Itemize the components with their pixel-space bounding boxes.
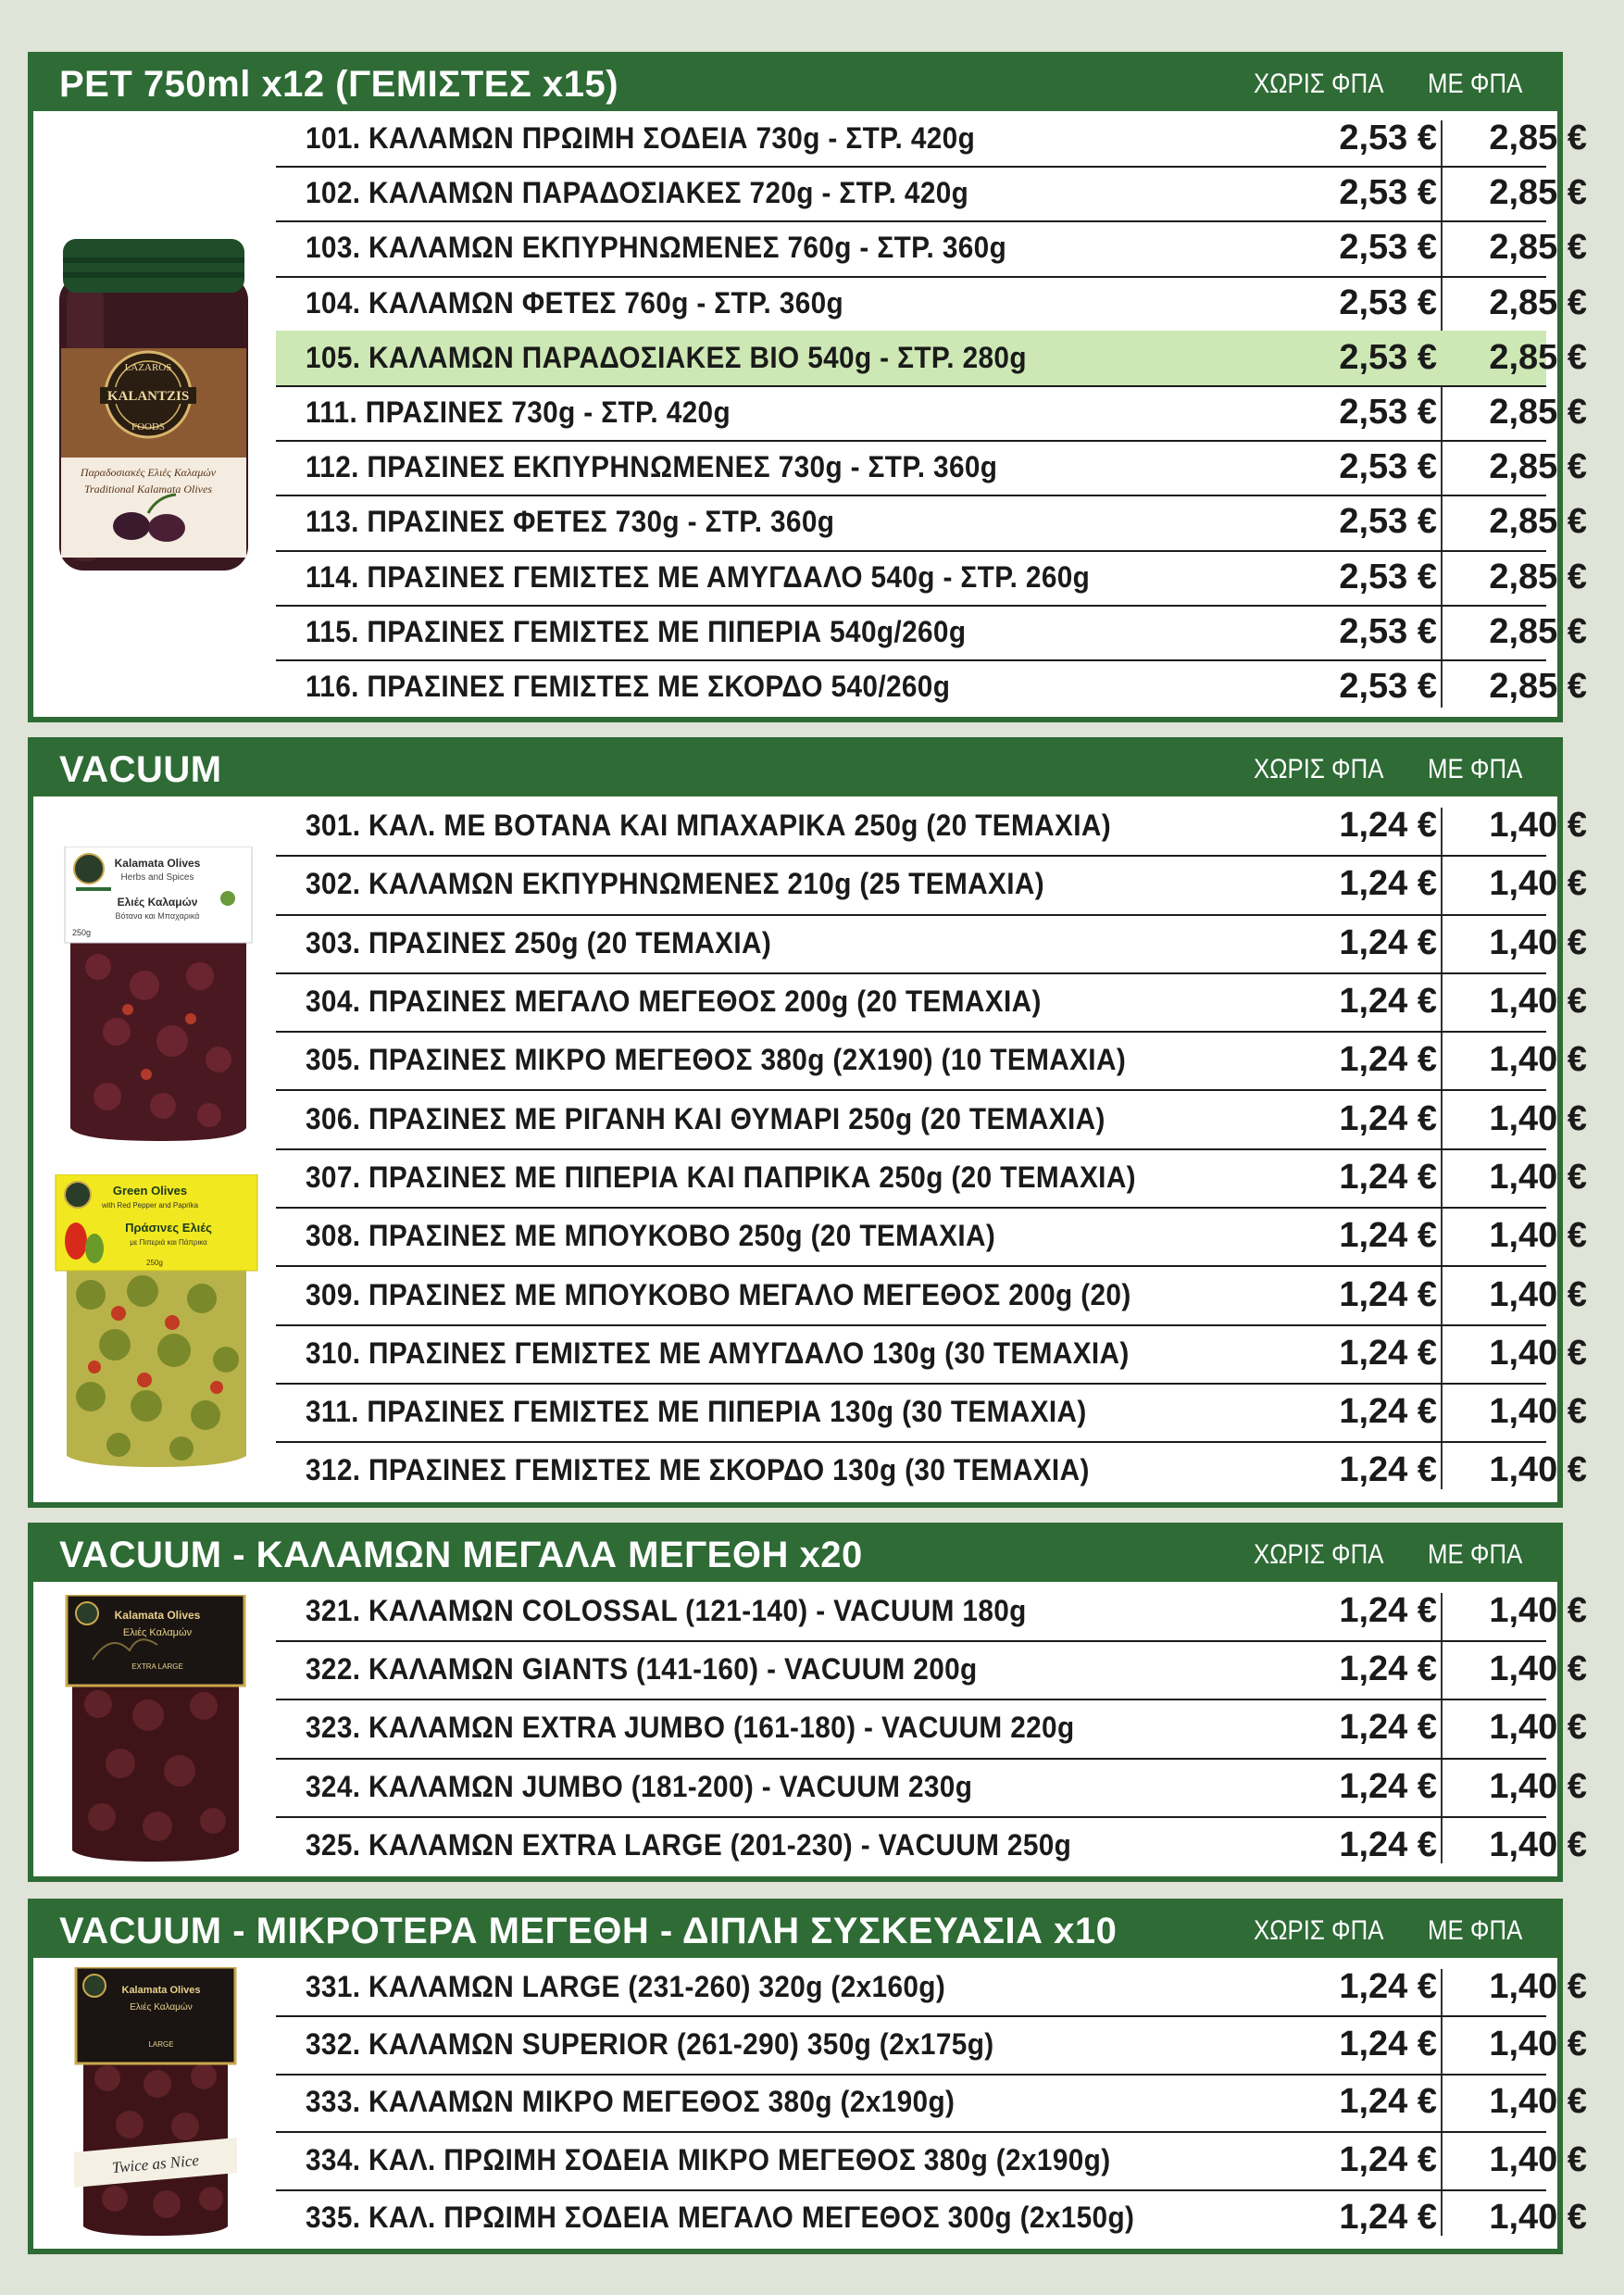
price-without-vat: 1,24 € xyxy=(1339,1157,1437,1197)
price-with-vat: 1,40 € xyxy=(1489,1766,1587,1806)
bag-green-greek-sub: με Πιπεριά και Πάπρικα xyxy=(130,1238,207,1247)
price-table xyxy=(276,1958,1587,2247)
price-without-vat: 1,24 € xyxy=(1339,1591,1437,1631)
price-row xyxy=(276,276,1587,332)
price-without-vat: 1,24 € xyxy=(1339,982,1437,1022)
price-without-vat: 2,53 € xyxy=(1339,173,1437,213)
price-without-vat: 2,53 € xyxy=(1339,611,1437,651)
price-with-vat: 1,40 € xyxy=(1489,1274,1587,1314)
bag-double-size: LARGE xyxy=(148,2040,174,2049)
price-row xyxy=(276,855,1587,915)
bag-green-subtitle: with Red Pepper and Paprika xyxy=(101,1201,199,1210)
price-without-vat: 2,53 € xyxy=(1339,119,1437,158)
column-header-with-vat: ΜΕ ΦΠΑ xyxy=(1428,1915,1523,1946)
price-without-vat: 1,24 € xyxy=(1339,2139,1437,2179)
price-row xyxy=(276,659,1587,714)
price-row xyxy=(276,111,1587,168)
double-olive-bag-image xyxy=(74,1967,237,2239)
product-description: 321. ΚΑΛΑΜΩΝ COLOSSAL (121-140) - VACUUM 180g xyxy=(306,1594,1027,1628)
product-description: 312. ΠΡΑΣΙΝΕΣ ΓΕΜΙΣΤΕΣ ΜΕ ΣΚΟΡΔΟ 130g (30 ΤΕΜΑΧΙΑ) xyxy=(306,1453,1090,1487)
price-without-vat: 1,24 € xyxy=(1339,1649,1437,1689)
price-with-vat: 1,40 € xyxy=(1489,806,1587,846)
column-header-without-vat: ΧΩΡΙΣ ΦΠΑ xyxy=(1254,754,1384,784)
price-row xyxy=(276,605,1587,661)
section-vacuum xyxy=(28,737,1587,1508)
price-row xyxy=(276,166,1587,222)
product-description: 308. ΠΡΑΣΙΝΕΣ ΜΕ ΜΠΟΥΚΟΒΟ 250g (20 ΤΕΜΑΧΙΑ) xyxy=(306,1219,996,1253)
price-with-vat: 1,40 € xyxy=(1489,1157,1587,1197)
olive-jar-image xyxy=(56,239,252,583)
price-without-vat: 1,24 € xyxy=(1339,922,1437,962)
price-without-vat: 1,24 € xyxy=(1339,1333,1437,1373)
section-title: VACUUM xyxy=(59,749,222,790)
section-title: VACUUM - ΜΙΚΡΟΤΕΡΑ ΜΕΓΕΘΗ - ΔΙΠΛΗ ΣΥΣΚΕΥΑΣΙΑ x10 xyxy=(59,1911,1118,1951)
bag-herbs-greek-sub: Βότανα και Μπαχαρικά xyxy=(115,911,200,921)
price-without-vat: 1,24 € xyxy=(1339,1274,1437,1314)
price-row xyxy=(276,1265,1587,1325)
product-description: 325. ΚΑΛΑΜΩΝ EXTRA LARGE (201-230) - VACUUM 250g xyxy=(306,1827,1072,1862)
price-without-vat: 2,53 € xyxy=(1339,667,1437,707)
price-without-vat: 1,24 € xyxy=(1339,2198,1437,2238)
price-row xyxy=(276,1207,1587,1267)
section-header xyxy=(33,743,1557,796)
price-with-vat: 2,85 € xyxy=(1489,447,1587,487)
price-row xyxy=(276,1640,1587,1700)
price-with-vat: 2,85 € xyxy=(1489,557,1587,596)
price-row xyxy=(276,550,1587,607)
bag-double-ribbon: Twice as Nice xyxy=(111,2151,200,2177)
bag-herbs-greek: Ελιές Καλαμών xyxy=(117,896,198,909)
product-description: 302. ΚΑΛΑΜΩΝ ΕΚΠΥΡΗΝΩΜΕΝΕΣ 210g (25 ΤΕΜΑΧΙΑ) xyxy=(306,867,1044,901)
section-pet xyxy=(28,52,1587,722)
price-row xyxy=(276,1031,1587,1091)
product-description: 114. ΠΡΑΣΙΝΕΣ ΓΕΜΙΣΤΕΣ ΜΕ ΑΜΥΓΔΑΛΟ 540g - ΣΤΡ. 260g xyxy=(306,559,1091,594)
product-description: 331. ΚΑΛΑΜΩΝ LARGE (231-260) 320g (2x160g) xyxy=(306,1969,946,2003)
product-description: 101. ΚΑΛΑΜΩΝ ΠΡΩΙΜΗ ΣΟΔΕΙΑ 730g - ΣΤΡ. 420g xyxy=(306,121,976,156)
section-vacuum-large xyxy=(28,1523,1587,1882)
column-header-without-vat: ΧΩΡΙΣ ΦΠΑ xyxy=(1254,69,1384,99)
bag-double-title: Kalamata Olives xyxy=(121,1985,201,1996)
price-table xyxy=(276,1582,1587,1875)
price-row xyxy=(276,440,1587,496)
price-with-vat: 2,85 € xyxy=(1489,611,1587,651)
herbs-olive-bag-image xyxy=(61,847,256,1143)
price-with-vat: 1,40 € xyxy=(1489,1333,1587,1373)
section-title: VACUUM - ΚΑΛΑΜΩΝ ΜΕΓΑΛΑ ΜΕΓΕΘΗ x20 xyxy=(59,1535,863,1575)
price-with-vat: 2,85 € xyxy=(1489,228,1587,268)
bag-green-title: Green Olives xyxy=(112,1184,188,1198)
price-with-vat: 1,40 € xyxy=(1489,1392,1587,1432)
product-description: 323. ΚΑΛΑΜΩΝ EXTRA JUMBO (161-180) - VACUUM 220g xyxy=(306,1711,1075,1745)
section-vacuum-double xyxy=(28,1899,1587,2254)
price-row xyxy=(276,1148,1587,1209)
price-without-vat: 1,24 € xyxy=(1339,1098,1437,1138)
product-description: 301. ΚΑΛ. ΜΕ ΒΟΤΑΝΑ ΚΑΙ ΜΠΑΧΑΡΙΚΑ 250g (20 ΤΕΜΑΧΙΑ) xyxy=(306,809,1112,843)
price-row xyxy=(276,1324,1587,1385)
price-without-vat: 2,53 € xyxy=(1339,393,1437,433)
product-description: 116. ΠΡΑΣΙΝΕΣ ΓΕΜΙΣΤΕΣ ΜΕ ΣΚΟΡΔΟ 540/260g xyxy=(306,670,951,704)
price-without-vat: 2,53 € xyxy=(1339,557,1437,596)
price-without-vat: 1,24 € xyxy=(1339,1825,1437,1864)
column-header-with-vat: ΜΕ ΦΠΑ xyxy=(1428,754,1523,784)
price-with-vat: 1,40 € xyxy=(1489,1649,1587,1689)
product-description: 305. ΠΡΑΣΙΝΕΣ ΜΙΚΡΟ ΜΕΓΕΘΟΣ 380g (2Χ190) (10 ΤΕΜΑΧΙΑ) xyxy=(306,1043,1127,1077)
price-with-vat: 1,40 € xyxy=(1489,1098,1587,1138)
price-row xyxy=(276,796,1587,857)
product-description: 324. ΚΑΛΑΜΩΝ JUMBO (181-200) - VACUUM 230g xyxy=(306,1769,973,1803)
section-header xyxy=(33,1904,1557,1958)
price-with-vat: 1,40 € xyxy=(1489,1216,1587,1256)
price-row xyxy=(276,1582,1587,1642)
price-without-vat: 1,24 € xyxy=(1339,2025,1437,2064)
product-description: 332. ΚΑΛΑΜΩΝ SUPERIOR (261-290) 350g (2x175g) xyxy=(306,2027,994,2062)
price-without-vat: 1,24 € xyxy=(1339,1392,1437,1432)
product-description: 310. ΠΡΑΣΙΝΕΣ ΓΕΜΙΣΤΕΣ ΜΕ ΑΜΥΓΔΑΛΟ 130g (30 ΤΕΜΑΧΙΑ) xyxy=(306,1336,1130,1370)
price-without-vat: 2,53 € xyxy=(1339,337,1437,377)
bag-large-greek: Ελιές Καλαμών xyxy=(122,1627,193,1638)
product-description: 111. ΠΡΑΣΙΝΕΣ 730g - ΣΤΡ. 420g xyxy=(306,395,731,430)
column-header-without-vat: ΧΩΡΙΣ ΦΠΑ xyxy=(1254,1539,1384,1570)
price-row xyxy=(276,2131,1587,2190)
product-description: 105. ΚΑΛΑΜΩΝ ΠΑΡΑΔΟΣΙΑΚΕΣ ΒΙΟ 540g - ΣΤΡ. 280g xyxy=(306,340,1027,374)
price-without-vat: 1,24 € xyxy=(1339,1766,1437,1806)
column-header-with-vat: ΜΕ ΦΠΑ xyxy=(1428,1539,1523,1570)
price-row xyxy=(276,1816,1587,1875)
price-row xyxy=(276,2074,1587,2133)
bag-herbs-weight: 250g xyxy=(72,928,92,937)
bag-herbs-title: Kalamata Olives xyxy=(114,857,201,870)
price-with-vat: 2,85 € xyxy=(1489,667,1587,707)
price-with-vat: 2,85 € xyxy=(1489,119,1587,158)
jar-label-english: Traditional Kalamata Olives xyxy=(83,483,213,495)
price-with-vat: 2,85 € xyxy=(1489,337,1587,377)
price-with-vat: 1,40 € xyxy=(1489,1708,1587,1748)
product-description: 309. ΠΡΑΣΙΝΕΣ ΜΕ ΜΠΟΥΚΟΒΟ ΜΕΓΑΛΟ ΜΕΓΕΘΟΣ 200g (20) xyxy=(306,1277,1131,1311)
price-without-vat: 2,53 € xyxy=(1339,502,1437,542)
bag-large-size: EXTRA LARGE xyxy=(131,1662,183,1671)
price-with-vat: 2,85 € xyxy=(1489,502,1587,542)
price-row xyxy=(276,972,1587,1033)
column-header-without-vat: ΧΩΡΙΣ ΦΠΑ xyxy=(1254,1915,1384,1946)
product-description: 333. ΚΑΛΑΜΩΝ ΜΙΚΡΟ ΜΕΓΕΘΟΣ 380g (2x190g) xyxy=(306,2085,956,2119)
price-row xyxy=(276,2189,1587,2247)
price-row xyxy=(276,495,1587,551)
bag-herbs-subtitle: Herbs and Spices xyxy=(120,872,194,883)
price-without-vat: 1,24 € xyxy=(1339,864,1437,904)
price-without-vat: 2,53 € xyxy=(1339,282,1437,322)
large-olive-bag-image xyxy=(65,1595,246,1863)
price-without-vat: 1,24 € xyxy=(1339,1966,1437,2006)
product-description: 102. ΚΑΛΑΜΩΝ ΠΑΡΑΔΟΣΙΑΚΕΣ 720g - ΣΤΡ. 420g xyxy=(306,176,969,210)
product-description: 112. ΠΡΑΣΙΝΕΣ ΕΚΠΥΡΗΝΩΜΕΝΕΣ 730g - ΣΤΡ. 360g xyxy=(306,450,998,484)
product-description: 335. ΚΑΛ. ΠΡΩΙΜΗ ΣΟΔΕΙΑ ΜΕΓΑΛΟ ΜΕΓΕΘΟΣ 300g (2x150g) xyxy=(306,2201,1135,2235)
bag-double-greek: Ελιές Καλαμών xyxy=(130,2002,193,2013)
price-without-vat: 1,24 € xyxy=(1339,1040,1437,1080)
bag-green-weight: 250g xyxy=(146,1259,163,1267)
product-description: 104. ΚΑΛΑΜΩΝ ΦΕΤΕΣ 760g - ΣΤΡ. 360g xyxy=(306,285,844,320)
bag-large-title: Kalamata Olives xyxy=(114,1609,201,1622)
price-table xyxy=(276,796,1587,1500)
jar-brand-bottom: FOODS xyxy=(131,421,166,433)
product-description: 113. ΠΡΑΣΙΝΕΣ ΦΕΤΕΣ 730g - ΣΤΡ. 360g xyxy=(306,505,835,539)
price-row xyxy=(276,914,1587,974)
green-olive-bag-image xyxy=(54,1174,259,1469)
price-with-vat: 1,40 € xyxy=(1489,1040,1587,1080)
product-description: 307. ΠΡΑΣΙΝΕΣ ΜΕ ΠΙΠΕΡΙΑ ΚΑΙ ΠΑΠΡΙΚΑ 250g (20 ΤΕΜΑΧΙΑ) xyxy=(306,1160,1136,1194)
price-with-vat: 1,40 € xyxy=(1489,1825,1587,1864)
price-row xyxy=(276,1758,1587,1818)
section-title: PET 750ml x12 (ΓΕΜΙΣΤΕΣ x15) xyxy=(59,64,619,105)
price-with-vat: 1,40 € xyxy=(1489,922,1587,962)
product-description: 322. ΚΑΛΑΜΩΝ GIANTS (141-160) - VACUUM 200g xyxy=(306,1652,978,1687)
product-description: 303. ΠΡΑΣΙΝΕΣ 250g (20 ΤΕΜΑΧΙΑ) xyxy=(306,925,772,959)
price-without-vat: 1,24 € xyxy=(1339,1216,1437,1256)
product-description: 306. ΠΡΑΣΙΝΕΣ ΜΕ ΡΙΓΑΝΗ ΚΑΙ ΘΥΜΑΡΙ 250g (20 ΤΕΜΑΧΙΑ) xyxy=(306,1101,1106,1135)
price-with-vat: 1,40 € xyxy=(1489,864,1587,904)
price-with-vat: 2,85 € xyxy=(1489,282,1587,322)
price-without-vat: 1,24 € xyxy=(1339,2082,1437,2122)
price-row xyxy=(276,1958,1587,2017)
price-row xyxy=(276,1699,1587,1759)
price-row xyxy=(276,1383,1587,1443)
product-description: 304. ΠΡΑΣΙΝΕΣ ΜΕΓΑΛΟ ΜΕΓΕΘΟΣ 200g (20 ΤΕΜΑΧΙΑ) xyxy=(306,984,1042,1019)
price-without-vat: 1,24 € xyxy=(1339,1708,1437,1748)
product-description: 334. ΚΑΛ. ΠΡΩΙΜΗ ΣΟΔΕΙΑ ΜΙΚΡΟ ΜΕΓΕΘΟΣ 380g (2x190g) xyxy=(306,2142,1111,2176)
column-header-with-vat: ΜΕ ΦΠΑ xyxy=(1428,69,1523,99)
product-description: 311. ΠΡΑΣΙΝΕΣ ΓΕΜΙΣΤΕΣ ΜΕ ΠΙΠΕΡΙΑ 130g (30 ΤΕΜΑΧΙΑ) xyxy=(306,1395,1087,1429)
price-with-vat: 1,40 € xyxy=(1489,1450,1587,1490)
price-without-vat: 2,53 € xyxy=(1339,228,1437,268)
price-row xyxy=(276,1441,1587,1499)
price-without-vat: 2,53 € xyxy=(1339,447,1437,487)
price-with-vat: 1,40 € xyxy=(1489,1966,1587,2006)
price-with-vat: 1,40 € xyxy=(1489,1591,1587,1631)
price-row xyxy=(276,385,1587,442)
bag-green-greek: Πράσινες Ελιές xyxy=(125,1221,212,1235)
jar-label-greek: Παραδοσιακές Ελιές Καλαμών xyxy=(80,466,217,479)
price-row xyxy=(276,220,1587,277)
price-without-vat: 1,24 € xyxy=(1339,1450,1437,1490)
price-with-vat: 2,85 € xyxy=(1489,173,1587,213)
jar-brand-name: KALANTZIS xyxy=(106,389,190,404)
price-row xyxy=(276,2015,1587,2075)
price-with-vat: 1,40 € xyxy=(1489,2082,1587,2122)
price-with-vat: 1,40 € xyxy=(1489,2139,1587,2179)
product-description: 103. ΚΑΛΑΜΩΝ ΕΚΠΥΡΗΝΩΜΕΝΕΣ 760g - ΣΤΡ. 360g xyxy=(306,231,1007,265)
jar-brand-top: LAZAROS xyxy=(124,362,172,373)
price-row xyxy=(276,331,1587,387)
section-header xyxy=(33,1528,1557,1582)
price-with-vat: 1,40 € xyxy=(1489,982,1587,1022)
price-with-vat: 2,85 € xyxy=(1489,393,1587,433)
section-header xyxy=(33,57,1557,111)
price-with-vat: 1,40 € xyxy=(1489,2025,1587,2064)
price-row xyxy=(276,1090,1587,1150)
price-without-vat: 1,24 € xyxy=(1339,806,1437,846)
price-table xyxy=(276,111,1587,715)
price-with-vat: 1,40 € xyxy=(1489,2198,1587,2238)
product-description: 115. ΠΡΑΣΙΝΕΣ ΓΕΜΙΣΤΕΣ ΜΕ ΠΙΠΕΡΙΑ 540g/260g xyxy=(306,614,967,648)
